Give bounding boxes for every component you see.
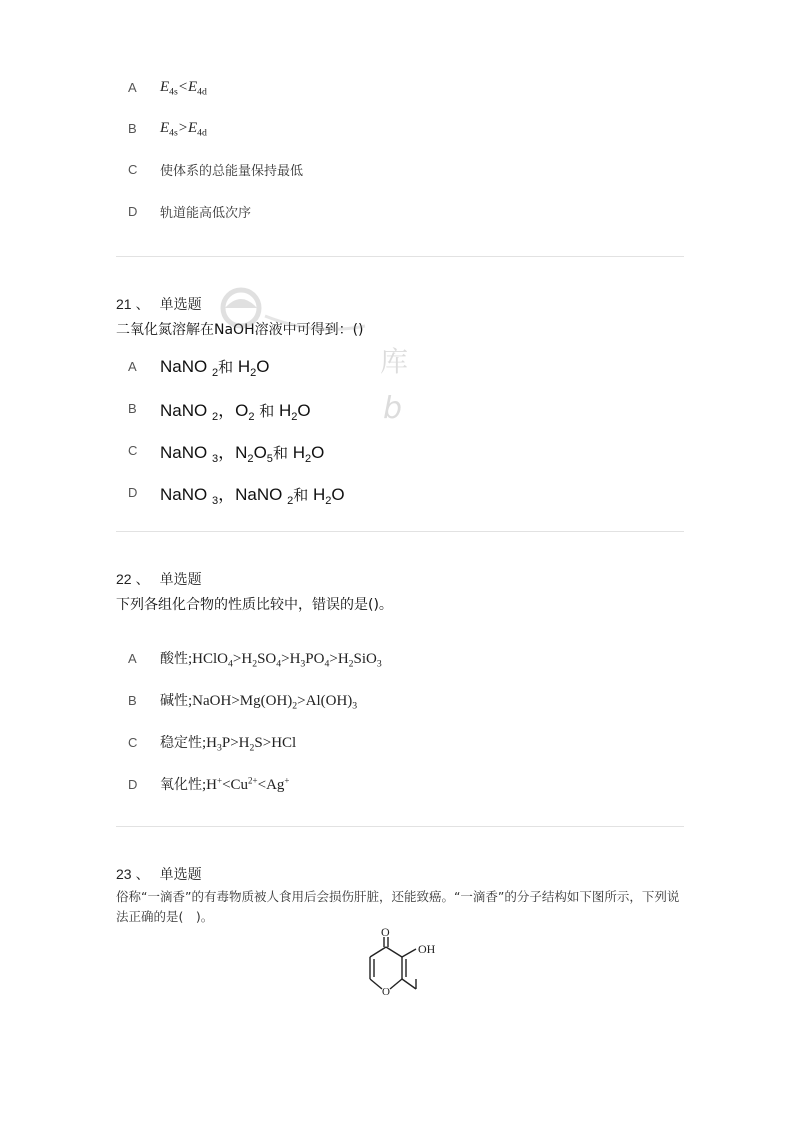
- option-text: NaNO $_3$，$N_2O_5$和 $H_2O$: [160, 442, 325, 465]
- question-sep: 、: [135, 571, 150, 587]
- question-divider: [116, 531, 684, 532]
- option-text: NaNO $_3$，NaNO $_2$和 $H_2O$: [160, 484, 345, 507]
- option-text: 氧化性$;H^+<Cu^{2+}<Ag^+$: [160, 775, 290, 793]
- q20-option-b[interactable]: [128, 111, 207, 145]
- molecule-structure-image: [340, 925, 470, 1009]
- option-letter: B: [128, 400, 137, 416]
- question-sep: 、: [135, 296, 150, 312]
- option-text: 使体系的总能量保持最低: [160, 163, 304, 179]
- q21-option-c[interactable]: [128, 433, 324, 467]
- q22-option-b[interactable]: [128, 683, 357, 717]
- option-letter: D: [128, 484, 138, 500]
- option-letter: A: [128, 358, 137, 374]
- option-text: 碱性$;NaOH>Mg(OH)_2>Al(OH)_3$: [160, 693, 358, 712]
- svg-text:O: O: [382, 986, 390, 998]
- svg-text:OH: OH: [418, 942, 436, 956]
- question-type: 单选题: [159, 571, 202, 587]
- question-divider: [116, 256, 684, 257]
- q21-option-a[interactable]: [128, 349, 270, 383]
- option-letter: C: [128, 442, 138, 458]
- q20-option-a[interactable]: [128, 70, 207, 104]
- svg-text:O: O: [381, 925, 390, 939]
- q21-header: [116, 294, 202, 314]
- option-text: $E_{4s}<E_{4d}$: [160, 78, 207, 97]
- option-letter: C: [128, 161, 138, 177]
- option-letter: A: [128, 79, 137, 95]
- option-text: 轨道能高低次序: [160, 205, 252, 221]
- q21-question-text: 二氧化氮溶解在NaOH溶液中可得到：(): [116, 322, 364, 338]
- q20-option-d[interactable]: [128, 194, 251, 228]
- q21-option-d[interactable]: [128, 475, 345, 509]
- option-text: 酸性$;HClO_4>H_2SO_4>H_3PO_4>H_2SiO_3$: [160, 651, 382, 670]
- option-letter: D: [128, 203, 138, 219]
- question-number: 23: [116, 866, 132, 882]
- question-number: 22: [116, 571, 132, 587]
- question-number: 21: [116, 296, 132, 312]
- option-letter: D: [128, 776, 138, 792]
- q22-option-c[interactable]: [128, 725, 296, 759]
- q22-option-d[interactable]: [128, 767, 290, 801]
- question-type: 单选题: [159, 866, 202, 882]
- q22-option-a[interactable]: [128, 641, 382, 675]
- question-type: 单选题: [159, 296, 202, 312]
- q23-header: [116, 864, 202, 884]
- q21-option-b[interactable]: [128, 391, 311, 425]
- option-text: $E_{4s}>E_{4d}$: [160, 119, 207, 138]
- option-letter: B: [128, 120, 137, 136]
- q22-question-text: 下列各组化合物的性质比较中，错误的是()。: [116, 597, 393, 613]
- svg-text:库: 库: [380, 345, 409, 378]
- q23-question-text: 俗称“一滴香”的有毒物质被人食用后会损伤肝脏，还能致癌。“一滴香”的分子结构如下图所示，下列说法正确的是( )。: [116, 889, 680, 924]
- q20-option-c[interactable]: [128, 152, 303, 186]
- question-sep: 、: [135, 866, 150, 882]
- option-text: NaNO $_2$，$O_2$ 和 $H_2O$: [160, 400, 311, 423]
- q22-header: [116, 569, 202, 589]
- option-letter: A: [128, 650, 137, 666]
- option-text: 稳定性$;H_3P>H_2S>HCl$: [160, 735, 297, 754]
- option-text: NaNO $_2$和 $H_2O$: [160, 356, 270, 379]
- svg-text:b: b: [383, 391, 403, 426]
- option-letter: C: [128, 734, 138, 750]
- question-divider: [116, 826, 684, 827]
- option-letter: B: [128, 692, 137, 708]
